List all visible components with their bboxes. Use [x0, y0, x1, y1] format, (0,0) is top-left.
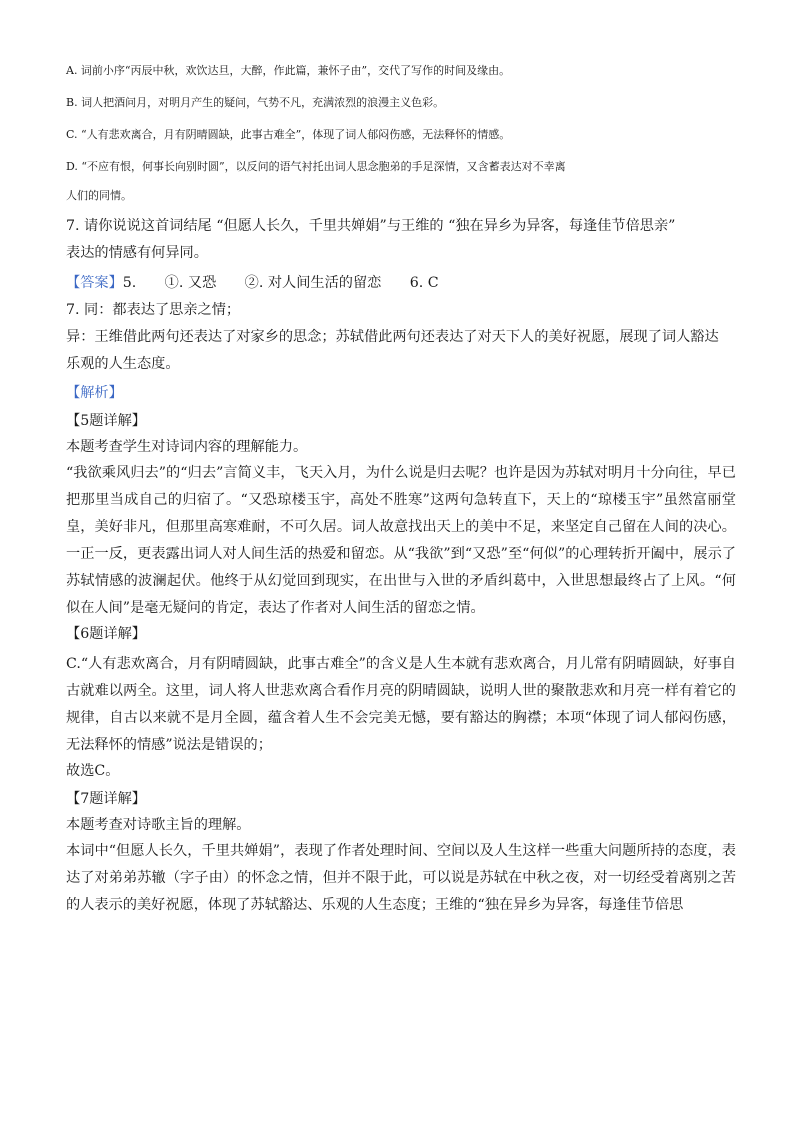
- analysis-tag: 【解析】: [66, 385, 123, 401]
- question-7-line1: 7. 请你说说这首词结尾 “但愿人长久，千里共婵娟”与王维的 “独在异乡为异客，每逢佳节倍思亲”: [66, 218, 676, 234]
- question-7-line2: 表达的情感有何异同。: [66, 245, 208, 261]
- answer-q5-q6: 5. ①. 又恐 ②. 对人间生活的留恋 6. C: [122, 275, 439, 291]
- option-d-line1: D. “不应有恨，何事长向别时圆”，以反问的语气衬托出词人思念胞弟的手足深情，又含蓄表达对不幸离: [66, 160, 566, 173]
- answer-q7-diff-line2: 乐观的人生态度。: [66, 356, 180, 372]
- q6-detail-title: 【6题详解】: [66, 626, 146, 642]
- q7-detail-intro: 本题考查对诗歌主旨的理解。: [66, 817, 251, 833]
- q6-detail-body: C.“人有悲欢离合，月有阴晴圆缺，此事古难全”的含义是人生本就有悲欢离合，月儿常有阴晴圆缺，好事自古就难以两全。这里，词人将人世悲欢离合看作月亮的阴晴圆缺，说明人世的聚散悲欢和月亮一样有着它的规律，自古以来就不是月全圆，蕴含着人生不会完美无憾，要有豁达的胸襟；本项“体现了词人郁闷伤感，无法释怀的情感”说法是错误的；: [66, 656, 736, 753]
- q5-detail-intro: 本题考查学生对诗词内容的理解能力。: [66, 439, 308, 455]
- q5-detail-body: “我欲乘风归去”的“归去”言简义丰，飞天入月，为什么说是归去呢？也许是因为苏轼对明月十分向往，早已把那里当成自己的归宿了。“又恐琼楼玉宇，高处不胜寒”这两句急转直下，天上的“琼楼玉宇”虽然富丽堂皇，美好非凡，但那里高寒难耐，不可久居。词人故意找出天上的美中不足，来坚定自己留在人间的决心。一正一反，更表露出词人对人间生活的热爱和留恋。从“我欲”到“又恐”至“何似”的心理转折开阖中，展示了苏轼情感的波澜起伏。他终于从幻觉回到现实，在出世与入世的矛盾纠葛中，入世思想最终占了上风。“何似在人间”是毫无疑问的肯定，表达了作者对人间生活的留恋之情。: [66, 465, 736, 616]
- option-a: A. 词前小序“丙辰中秋，欢饮达旦，大醉，作此篇，兼怀子由”，交代了写作的时间及缘由。: [66, 64, 511, 77]
- q7-detail-body: 本词中“但愿人长久，千里共婵娟”，表现了作者处理时间、空间以及人生这样一些重大问题所持的态度，表达了对弟弟苏辙（字子由）的怀念之情，但并不限于此，可以说是苏轼在中秋之夜，对一切经受着离别之苦的人表示的美好祝愿，体现了苏轼豁达、乐观的人生态度；王维的“独在异乡为异客，每逢佳节倍思: [66, 843, 736, 913]
- q5-detail-title: 【5题详解】: [66, 413, 146, 429]
- option-c: C. “人有悲欢离合，月有阴晴圆缺，此事古难全”，体现了词人郁闷伤感，无法释怀的情感。: [66, 128, 511, 141]
- option-d-line2: 人们的同情。: [66, 189, 132, 202]
- answer-q7-diff-line1: 异：王维借此两句还表达了对家乡的思念；苏轼借此两句还表达了对天下人的美好祝愿，展现了词人豁达: [66, 329, 719, 345]
- answer-tag: 【答案】: [66, 275, 123, 291]
- option-b: B. 词人把酒问月，对明月产生的疑问，气势不凡，充满浓烈的浪漫主义色彩。: [66, 96, 445, 109]
- q7-detail-title: 【7题详解】: [66, 791, 146, 807]
- document-page: [66, 62, 736, 919]
- answer-q7-same: 7. 同：都表达了思亲之情；: [66, 302, 241, 318]
- q6-detail-conclusion: 故选C。: [66, 763, 120, 779]
- answer-line: [66, 274, 736, 292]
